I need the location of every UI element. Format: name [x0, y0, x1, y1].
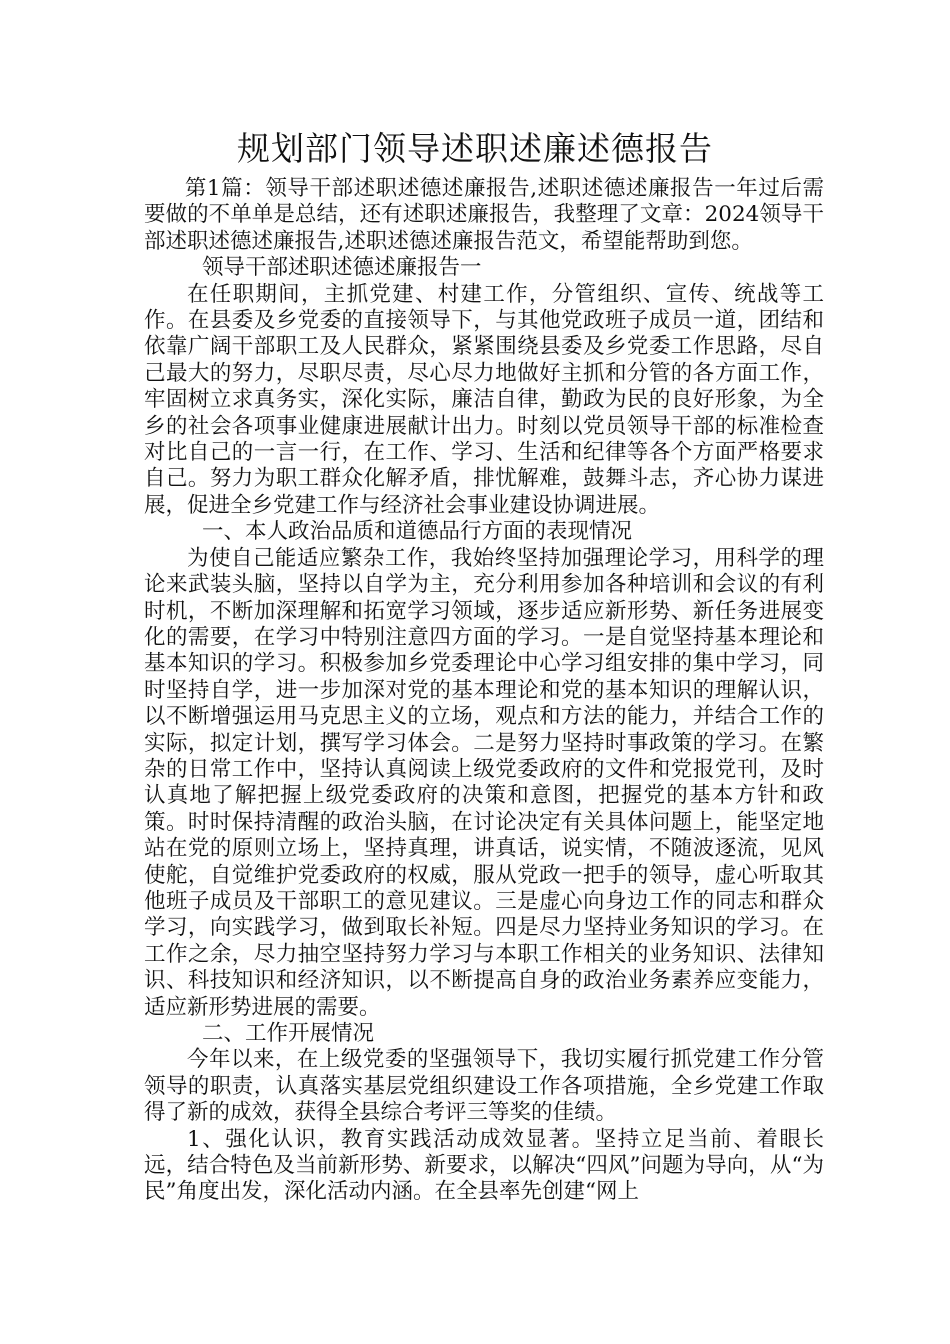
body-paragraph: 今年以来，在上级党委的坚强领导下，我切实履行抓党建工作分管领导的职责，认真落实基层党组织建设工作各项措施，全乡党建工作取得了新的成效，获得全县综合考评三等奖的佳绩。: [144, 1047, 824, 1126]
report-subtitle: 领导干部述职述德述廉报告一: [202, 255, 482, 281]
document-title: 规划部门领导述职述廉述德报告: [237, 129, 713, 168]
body-paragraph: 为使自己能适应繁杂工作，我始终坚持加强理论学习，用科学的理论来武装头脑，坚持以自学为主，充分利用参加各种培训和会议的有利时机，不断加深理解和拓宽学习领域，逐步适应新形势、新任务进展变化的需要，在学习中特别注意四方面的学习。一是自觉坚持基本理论和基本知识的学习。积极参加乡党委理论中心学习组安排的集中学习，同时坚持自学，进一步加深对党的基本理论和党的基本知识的理解认识，以不断增强运用马克思主义的立场，观点和方法的能力，并结合工作的实际，拟定计划，撰写学习体会。二是努力坚持时事政策的学习。在繁杂的日常工作中，坚持认真阅读上级党委政府的文件和党报党刊，及时认真地了解把握上级党委政府的决策和意图，把握党的基本方针和政策。时时保持清醒的政治头脑，在讨论决定有关具体问题上，能坚定地站在党的原则立场上，坚持真理，讲真话，说实情，不随波逐流，见风使舵，自觉维护党委政府的权威，服从党政一把手的领导，虚心听取其他班子成员及干部职工的意见建议。三是虚心向身边工作的同志和群众学习，向实践学习，做到取长补短。四是尽力坚持业务知识的学习。在工作之余，尽力抽空坚持努力学习与本职工作相关的业务知识、法律知识、科技知识和经济知识，以不断提高自身的政治业务素养应变能力，适应新形势进展的需要。: [144, 545, 824, 1020]
document-body: [144, 176, 824, 1206]
section-heading: 一、本人政治品质和道德品行方面的表现情况: [202, 519, 633, 545]
section-heading: 二、工作开展情况: [202, 1021, 375, 1046]
body-paragraph: 1、强化认识，教育实践活动成效显著。坚持立足当前、着眼长远，结合特色及当前新形势、新要求，以解决“四风”问题为导向，从“为民”角度出发，深化活动内涵。在全县率先创建“网上: [144, 1126, 824, 1205]
intro-paragraph: 第1篇：领导干部述职述德述廉报告,述职述德述廉报告一年过后需要做的不单单是总结，还有述职述廉报告，我整理了文章：2024领导干部述职述德述廉报告,述职述德述廉报告范文，希望能帮助到您。: [144, 176, 824, 254]
body-paragraph: 在任职期间，主抓党建、村建工作，分管组织、宣传、统战等工作。在县委及乡党委的直接领导下，与其他党政班子成员一道，团结和依靠广阔干部职工及人民群众，紧紧围绕县委及乡党委工作思路，尽自己最大的努力，尽职尽责，尽心尽力地做好主抓和分管的各方面工作，牢固树立求真务实，深化实际，廉洁自律，勤政为民的良好形象，为全乡的社会各项事业健康进展献计出力。时刻以党员领导干部的标准检查对比自己的一言一行，在工作、学习、生活和纪律等各个方面严格要求自己。努力为职工群众化解矛盾，排忧解难，鼓舞斗志，齐心协力谋进展，促进全乡党建工作与经济社会事业建设协调进展。: [144, 281, 824, 518]
